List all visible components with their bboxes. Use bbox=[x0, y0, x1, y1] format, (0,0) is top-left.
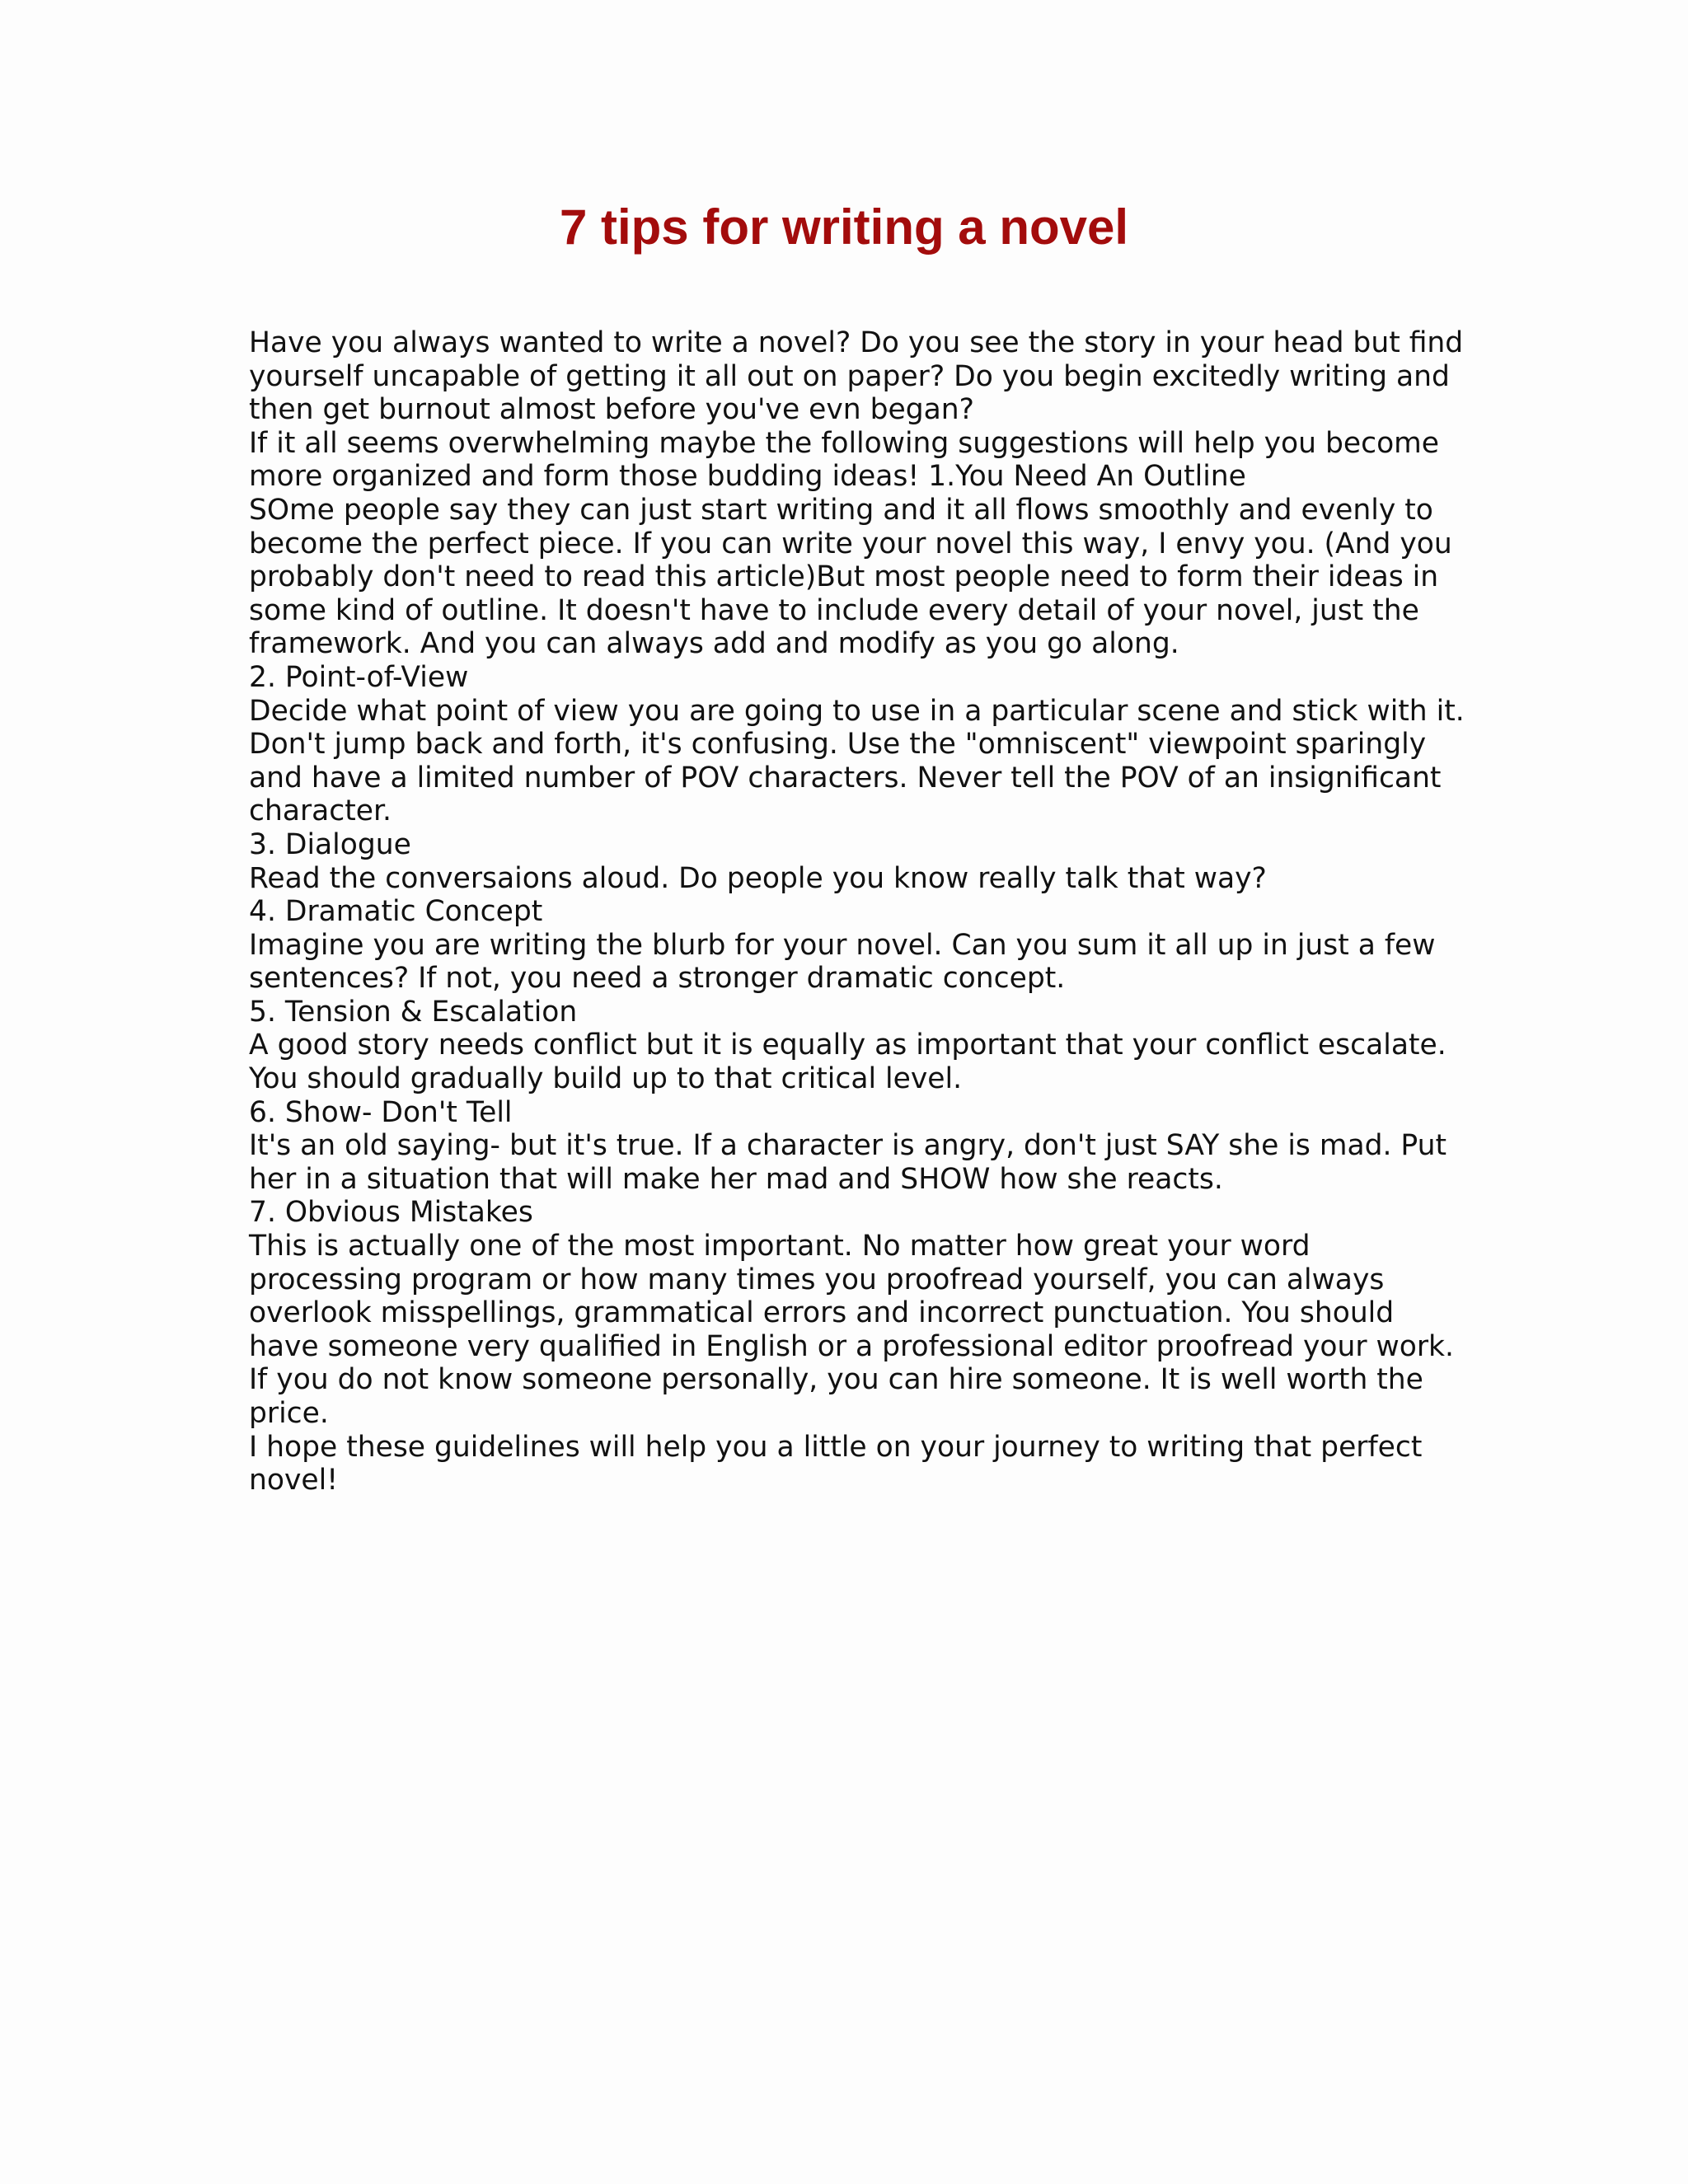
body-line: and have a limited number of POV characters. Never tell the POV of an insignificant bbox=[249, 761, 1442, 794]
body-line: overlook misspellings, grammatical errors and incorrect punctuation. You should bbox=[249, 1296, 1395, 1330]
body-line: Imagine you are writing the blurb for your novel. Can you sum it all up in just a few bbox=[249, 928, 1436, 962]
body-line: yourself uncapable of getting it all out on paper? Do you begin excitedly writing and bbox=[249, 359, 1450, 393]
body-line: Decide what point of view you are going to use in a particular scene and stick with it. bbox=[249, 694, 1465, 728]
body-line: This is actually one of the most important. No matter how great your word bbox=[249, 1230, 1311, 1263]
body-line: processing program or how many times you proofread yourself, you can always bbox=[249, 1263, 1385, 1296]
body-line: more organized and form those budding ideas! 1.You Need An Outline bbox=[249, 460, 1246, 494]
article-body bbox=[249, 326, 1465, 1497]
section-heading: 3. Dialogue bbox=[249, 827, 411, 861]
body-line: price. bbox=[249, 1397, 329, 1430]
body-line: sentences? If not, you need a stronger dramatic concept. bbox=[249, 962, 1066, 996]
section-heading: 7. Obvious Mistakes bbox=[249, 1196, 533, 1230]
body-line: character. bbox=[249, 794, 392, 828]
section-heading: 6. Show- Don't Tell bbox=[249, 1095, 513, 1129]
body-line: A good story needs conflict but it is equally as important that your conflict escalate. bbox=[249, 1029, 1447, 1062]
section-heading: 5. Tension & Escalation bbox=[249, 995, 578, 1029]
body-line: probably don't need to read this article)But most people need to form their ideas in bbox=[249, 560, 1439, 594]
body-line: Read the conversaions aloud. Do people you know really talk that way? bbox=[249, 861, 1267, 895]
body-line: If it all seems overwhelming maybe the following suggestions will help you become bbox=[249, 426, 1440, 460]
body-line: If you do not know someone personally, you can hire someone. It is well worth the bbox=[249, 1363, 1423, 1397]
body-line: framework. And you can always add and modify as you go along. bbox=[249, 627, 1179, 661]
body-line: SOme people say they can just start writing and it all flows smoothly and evenly to bbox=[249, 493, 1433, 527]
body-line: It's an old saying- but it's true. If a character is angry, don't just SAY she is mad. Put bbox=[249, 1129, 1447, 1163]
body-line: Have you always wanted to write a novel? Do you see the story in your head but find bbox=[249, 326, 1464, 359]
body-line: become the perfect piece. If you can write your novel this way, I envy you. (And you bbox=[249, 527, 1452, 560]
body-line: You should gradually build up to that critical level. bbox=[249, 1062, 963, 1096]
body-line: novel! bbox=[249, 1464, 339, 1497]
body-line: her in a situation that will make her mad and SHOW how she reacts. bbox=[249, 1162, 1223, 1196]
body-line: I hope these guidelines will help you a little on your journey to writing that perfect bbox=[249, 1430, 1423, 1464]
section-heading: 2. Point-of-View bbox=[249, 660, 469, 694]
document-title: 7 tips for writing a novel bbox=[559, 199, 1129, 255]
body-line: Don't jump back and forth, it's confusing. Use the "omniscent" viewpoint sparingly bbox=[249, 728, 1427, 762]
body-line: then get burnout almost before you've evn began? bbox=[249, 393, 974, 427]
section-heading: 4. Dramatic Concept bbox=[249, 895, 543, 929]
body-line: some kind of outline. It doesn't have to include every detail of your novel, just the bbox=[249, 593, 1419, 627]
body-line: have someone very qualified in English or a professional editor proofread your work. bbox=[249, 1329, 1454, 1363]
